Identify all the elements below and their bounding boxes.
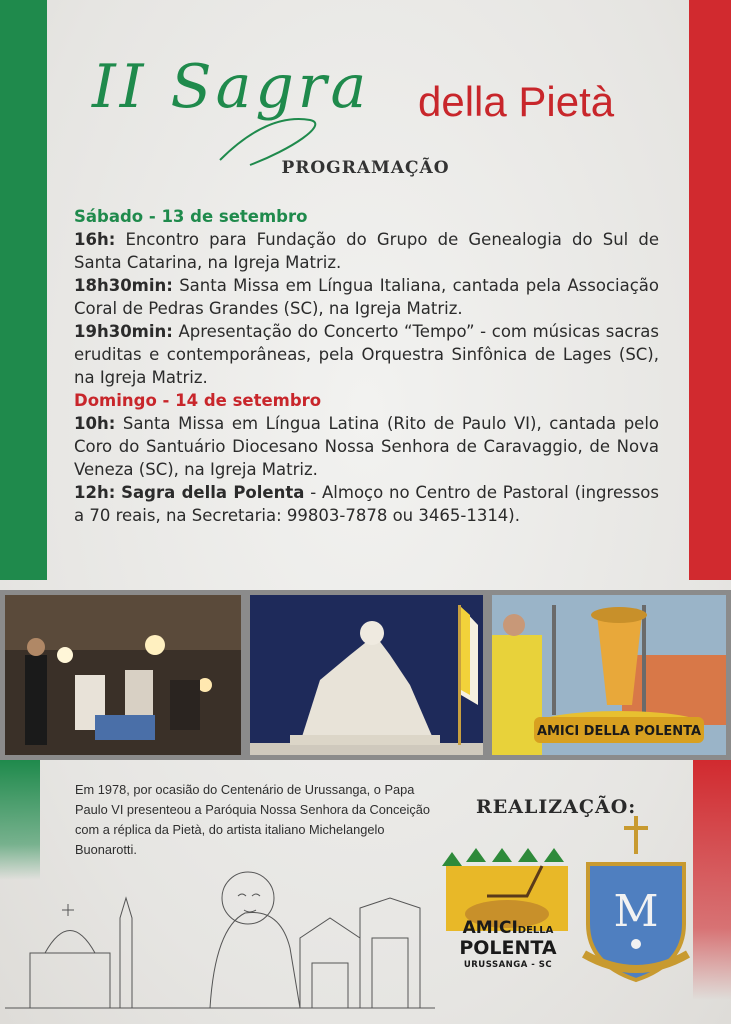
sunday-label: Domingo - 14 de setembro [74,391,322,410]
italian-flag-green-band [0,0,47,580]
polenta-banner-text: AMICI DELLA POLENTA [536,724,702,739]
italian-flag-red-band [689,0,731,580]
parish-crest-icon [580,814,692,984]
polenta-photo [492,595,726,755]
pieta-photo [250,595,483,755]
italian-flag-red-brush [693,760,731,1000]
schedule-item: 18h30min: Santa Missa em Língua Italiana, cantada pela Associação Coral de Pedras Grandes (SC), na Igreja Matriz. [74,276,659,318]
history-text: Em 1978, por ocasião do Centenário de Urussanga, o Papa Paulo VI presenteou a Paróquia Nossa Senhora da Conceição com a réplica da Pietà, do artista italiano Michelangelo Buonarotti. [75,782,430,857]
schedule-item: 12h: Sagra della Polenta - Almoço no Centro de Pastoral (ingressos a 70 reais, na Secretaria: 99803-7878 ou 3465-1314). [74,483,659,525]
svg-text:M: M [613,886,659,937]
schedule-item: 10h: Santa Missa em Língua Latina (Rito de Paulo VI), cantada pelo Coro do Santuário Diocesano Nossa Senhora de Caravaggio, de Nova Veneza (SC), na Igreja Matriz. [74,414,659,479]
program-schedule [74,205,659,527]
orchestra-photo [5,595,241,755]
photo-strip [0,590,731,760]
programacao-heading: PROGRAMAÇÃO [281,158,450,178]
schedule-item: 16h: Encontro para Fundação do Grupo de Genealogia do Sul de Santa Catarina, na Igreja Matriz. [74,230,659,272]
saturday-label: Sábado - 13 de setembro [74,207,308,226]
sketch-illustration [0,868,440,1018]
title-script: II Sagra [92,52,371,122]
realizacao-heading: REALIZAÇÃO: [476,796,637,818]
schedule-item: 19h30min: Apresentação do Concerto “Tempo” - com músicas sacras eruditas e contemporâneas, pela Orquestra Sinfônica de Lages (SC), na Igreja Matriz. [74,322,659,387]
italian-flag-green-brush [0,760,40,880]
amici-logo-text: AMICIDELLA POLENTA URUSSANGA - SC [459,918,557,970]
title-della-pieta: della Pietà [418,78,615,125]
